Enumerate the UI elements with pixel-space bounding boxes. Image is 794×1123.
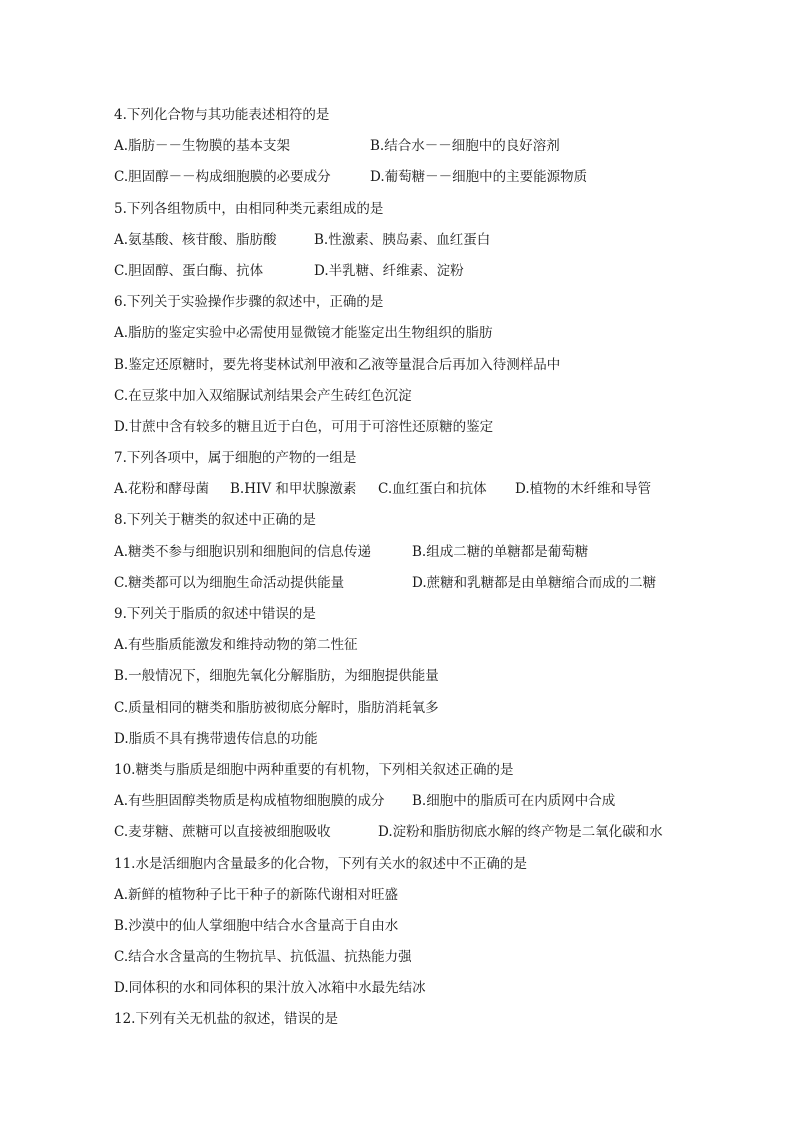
option-b: B.一般情况下，细胞先氧化分解脂肪，为细胞提供能量 [114, 668, 439, 685]
option-row [114, 256, 714, 287]
option-row [114, 786, 714, 817]
question-stem: 11.水是活细胞内含量最多的化合物，下列有关水的叙述中不正确的是 [114, 855, 527, 872]
option-b: B.细胞中的脂质可在内质网中合成 [412, 793, 616, 810]
option-b: B.鉴定还原糖时，要先将斐林试剂甲液和乙液等量混合后再加入待测样品中 [114, 356, 561, 373]
option-row [114, 225, 714, 256]
option-c: C.质量相同的糖类和脂肪被彻底分解时，脂肪消耗氧多 [114, 699, 439, 716]
option-row [114, 817, 714, 848]
option-d: D.脂质不具有携带遗传信息的功能 [114, 730, 318, 747]
option-c: C.结合水含量高的生物抗旱、抗低温、抗热能力强 [114, 949, 412, 966]
option-c: C.胆固醇、蛋白酶、抗体 [114, 262, 264, 279]
option-d: D.半乳糖、纤维素、淀粉 [314, 262, 464, 279]
option-c: C.胆固醇－－构成细胞膜的必要成分 [114, 169, 331, 186]
option-a: A.脂肪的鉴定实验中必需使用显微镜才能鉴定出生物组织的脂肪 [114, 325, 493, 342]
question-stem: 9.下列关于脂质的叙述中错误的是 [114, 606, 316, 622]
option-c: C.麦芽糖、蔗糖可以直接被细胞吸收 [114, 824, 331, 841]
option-d: D.淀粉和脂肪彻底水解的终产物是二氧化碳和水 [378, 824, 663, 841]
option-a: A.脂肪－－生物膜的基本支架 [114, 138, 291, 155]
question-stem: 6.下列关于实验操作步骤的叙述中，正确的是 [114, 294, 384, 311]
option-a: A.花粉和酵母菌 [114, 481, 210, 498]
option-a: A.糖类不参与细胞识别和细胞间的信息传递 [114, 543, 372, 560]
option-d: D.葡萄糖－－细胞中的主要能源物质 [370, 169, 588, 186]
option-b: B.性激素、胰岛素、血红蛋白 [314, 231, 491, 248]
option-d: D.同体积的水和同体积的果汁放入冰箱中水最先结冰 [114, 980, 426, 997]
question-stem: 7.下列各项中，属于细胞的产物的一组是 [114, 450, 357, 467]
option-row [114, 162, 714, 193]
option-c: C.血红蛋白和抗体 [378, 481, 487, 498]
question-stem: 12.下列有关无机盐的叙述，错误的是 [114, 1011, 338, 1028]
question-stem: 10.糖类与脂质是细胞中两种重要的有机物，下列相关叙述正确的是 [114, 761, 514, 778]
question-stem: 4.下列化合物与其功能表述相符的是 [114, 107, 330, 123]
option-row [114, 568, 714, 599]
option-d: D.蔗糖和乳糖都是由单糖缩合而成的二糖 [412, 574, 657, 591]
option-b: B.沙漠中的仙人掌细胞中结合水含量高于自由水 [114, 917, 399, 934]
option-row [114, 537, 714, 568]
exam-page [114, 100, 714, 1036]
option-b: B.组成二糖的单糖都是葡萄糖 [412, 543, 589, 560]
question-stem: 8.下列关于糖类的叙述中正确的是 [114, 512, 316, 529]
option-c: C.糖类都可以为细胞生命活动提供能量 [114, 574, 345, 591]
option-a: A.有些胆固醇类物质是构成植物细胞膜的成分 [114, 793, 385, 810]
option-c: C.在豆浆中加入双缩脲试剂结果会产生砖红色沉淀 [114, 387, 412, 404]
option-b: B.HIV 和甲状腺激素 [230, 481, 357, 498]
option-b: B.结合水－－细胞中的良好溶剂 [370, 138, 560, 155]
question-stem: 5.下列各组物质中，由相同种类元素组成的是 [114, 200, 384, 217]
option-a: A.氨基酸、核苷酸、脂肪酸 [114, 231, 277, 248]
option-d: D.甘蔗中含有较多的糖且近于白色，可用于可溶性还原糖的鉴定 [114, 418, 494, 435]
option-d: D.植物的木纤维和导管 [515, 481, 652, 498]
option-a: A.新鲜的植物种子比干种子的新陈代谢相对旺盛 [114, 886, 399, 903]
option-row [114, 131, 714, 162]
option-a: A.有些脂质能激发和维持动物的第二性征 [114, 637, 358, 654]
option-row [114, 474, 714, 505]
